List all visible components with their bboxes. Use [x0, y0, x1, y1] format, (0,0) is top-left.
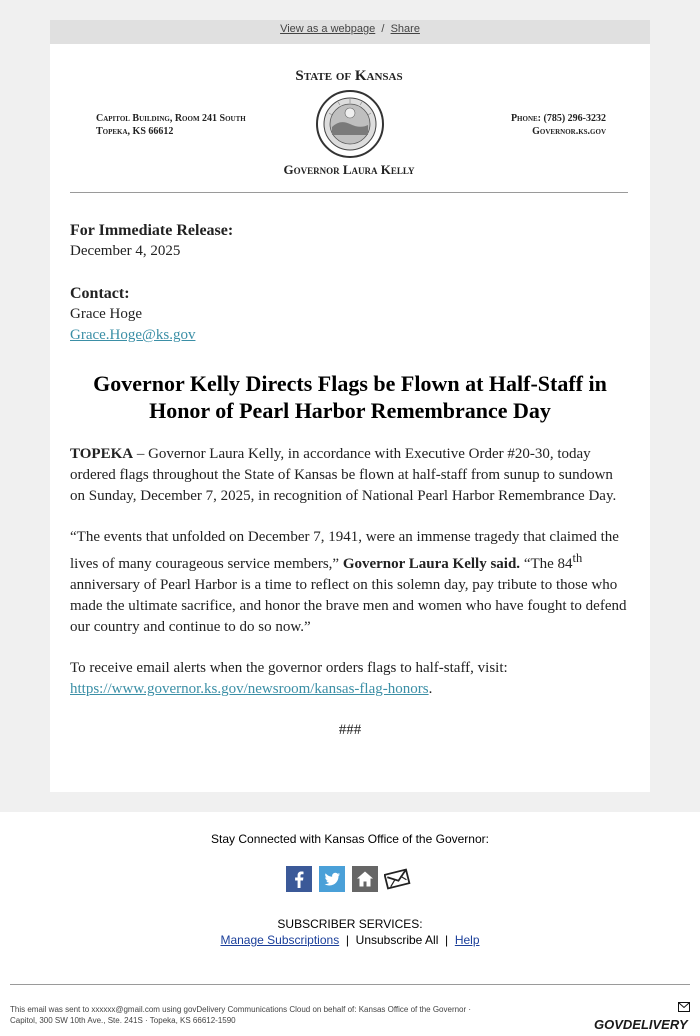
subscriber-services-label: SUBSCRIBER SERVICES: — [277, 917, 423, 931]
headline: Governor Kelly Directs Flags be Flown at Half-Staff in Honor of Pearl Harbor Remembrance Day — [93, 371, 607, 423]
fine-print: This email was sent to xxxxxx@gmail.com using govDelivery Communications Cloud on behalf of: Kansas Office of the Governor · Capitol, 300 SW 10th Ave., Ste. 241S · Topeka, KS 66612-1590 — [10, 1005, 472, 1025]
press-release-content — [70, 220, 630, 741]
home-icon[interactable] — [352, 866, 378, 892]
letterhead-governor: Governor Laura Kelly — [283, 162, 415, 177]
letterhead-address: Capitol Building, Room 241 South Topeka, KS 66612 — [96, 113, 246, 137]
govdelivery-envelope-icon — [678, 1002, 690, 1012]
end-marks: ### — [338, 722, 362, 738]
email-card — [50, 44, 650, 792]
stay-connected-text: Stay Connected with Kansas Office of the Governor: — [211, 832, 489, 846]
help-link[interactable]: Help — [454, 933, 480, 947]
dateline: TOPEKA — [70, 446, 134, 462]
release-date: December 4, 2025 — [70, 243, 181, 259]
email-icon[interactable] — [384, 866, 412, 892]
unsubscribe-all-text[interactable]: Unsubscribe All — [355, 933, 439, 947]
share-link[interactable]: Share — [390, 23, 420, 35]
release-label: For Immediate Release: — [70, 222, 234, 239]
twitter-icon[interactable] — [319, 866, 345, 892]
letterhead-contact: Phone: (785) 296-3232 Governor.ks.gov — [510, 113, 606, 137]
contact-name: Grace Hoge — [70, 306, 143, 322]
paragraph-2: “The events that unfolded on December 7, 1941, were an immense tragedy that claimed the lives of many courageous service members,” Governor Laura Kelly said. “The 84th anniversary of Pearl Harbor is a time to reflect on this solemn day, pay tribute to those who made the ultimate sacrifice, and honor the brave men and women who have fought to defend our country and continue to do so now.” — [70, 529, 627, 635]
footer-divider — [10, 984, 690, 985]
govdelivery-wordmark: GOVDELIVERY — [594, 1017, 688, 1032]
letterhead-state: State of Kansas — [295, 68, 403, 84]
facebook-icon[interactable] — [286, 866, 312, 892]
view-as-webpage-link[interactable]: View as a webpage — [280, 23, 376, 35]
contact-email-link[interactable]: Grace.Hoge@ks.gov — [70, 327, 196, 343]
letterhead — [70, 44, 628, 193]
contact-label: Contact: — [70, 285, 130, 302]
top-bar-separator: / — [381, 23, 385, 35]
footer — [0, 812, 700, 1036]
kansas-seal-icon — [315, 89, 385, 159]
subscriber-services: SUBSCRIBER SERVICES: Manage Subscriptions | Unsubscribe All | Help — [0, 916, 700, 948]
top-bar — [50, 20, 650, 44]
paragraph-3: To receive email alerts when the governor orders flags to half-staff, visit: https://www.governor.ks.gov/newsroom/kansas-flag-honors. — [70, 660, 508, 697]
attribution: Governor Laura Kelly said. — [342, 556, 521, 572]
paragraph-1: TOPEKA – Governor Laura Kelly, in accordance with Executive Order #20-30, today ordered flags throughout the State of Kansas be flown at half-staff from sunup to sundown on Sunday, December 7, 2025, in recognition of National Pearl Harbor Remembrance Day. — [70, 446, 617, 504]
manage-subscriptions-link[interactable]: Manage Subscriptions — [220, 933, 340, 947]
govdelivery-logo[interactable] — [594, 1002, 692, 1032]
flag-honors-link[interactable]: https://www.governor.ks.gov/newsroom/kansas-flag-honors — [70, 681, 429, 697]
